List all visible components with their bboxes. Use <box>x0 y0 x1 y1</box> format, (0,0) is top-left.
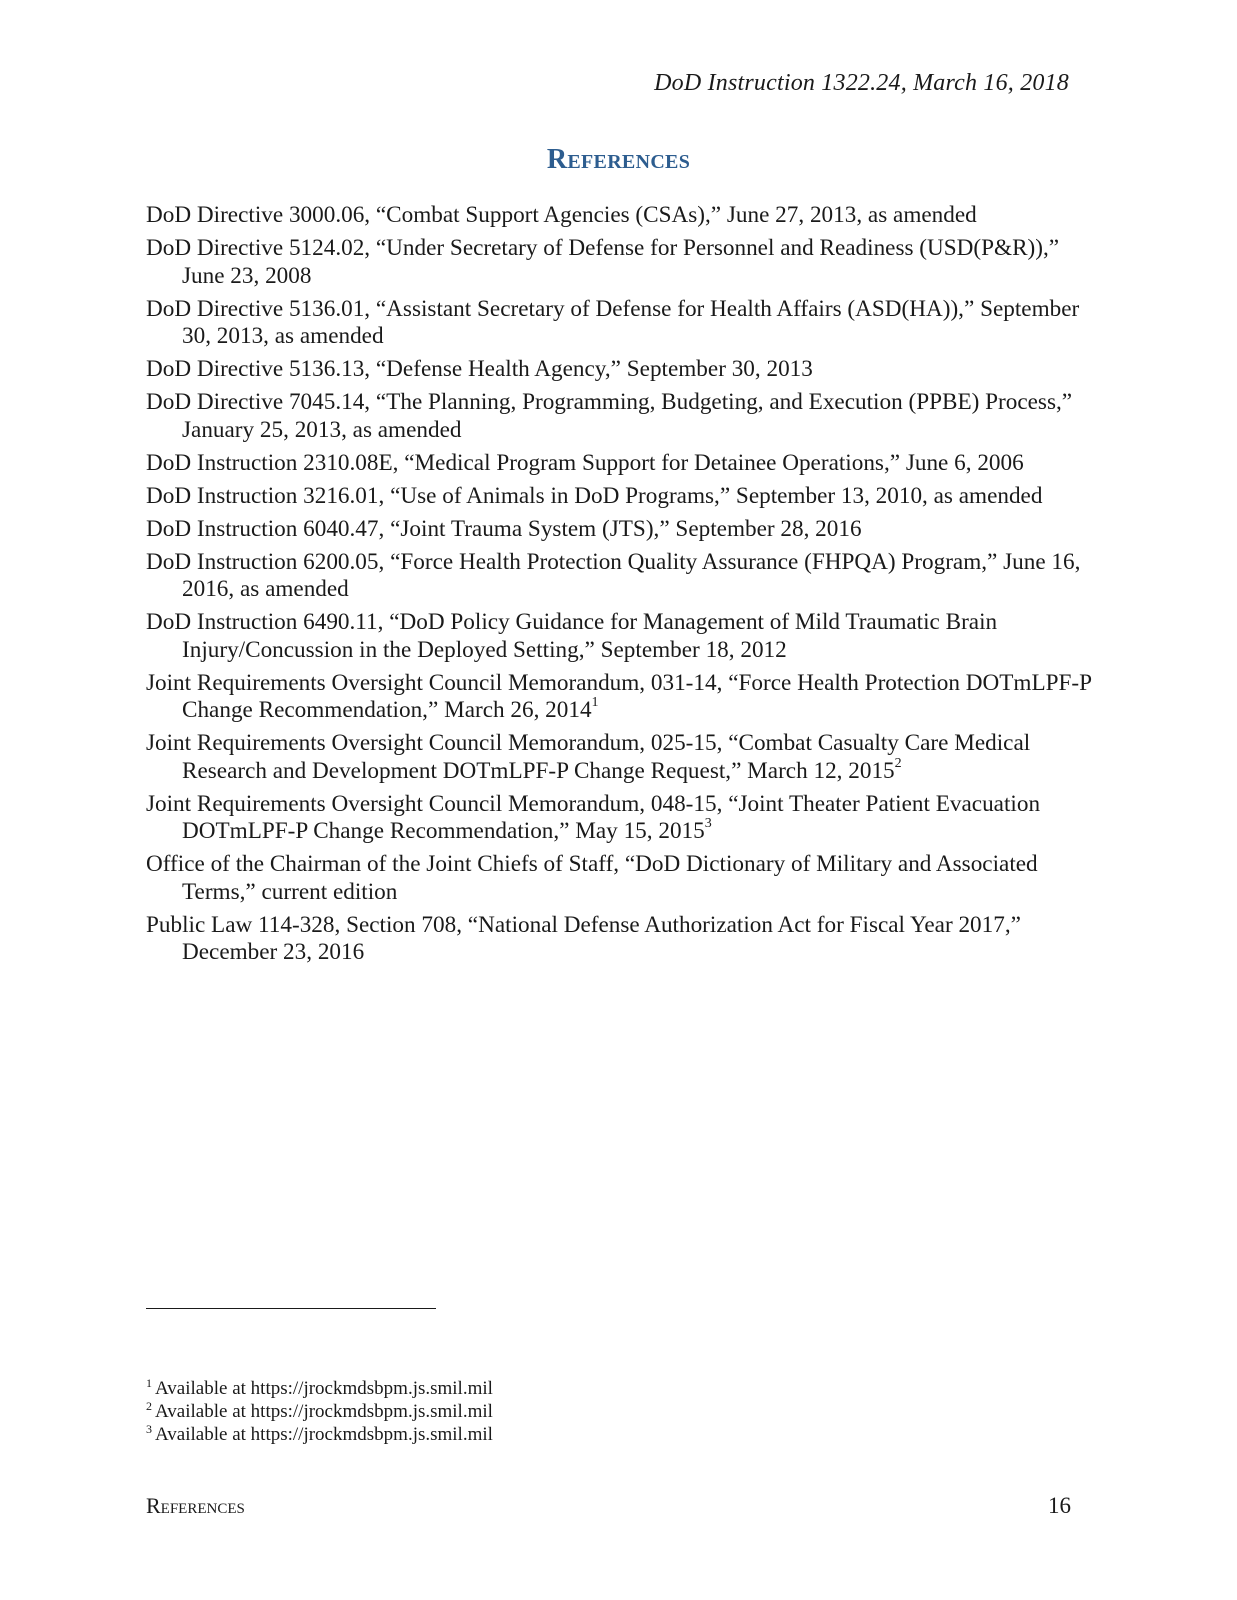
reference-text: DoD Directive 5136.01, “Assistant Secretary of Defense for Health Affairs (ASD(HA)),” September 30, 2013, as amended <box>146 295 1080 349</box>
reference-text: Public Law 114-328, Section 708, “National Defense Authorization Act for Fiscal Year 2017,” December 23, 2016 <box>146 911 1021 965</box>
reference-text: Joint Requirements Oversight Council Memorandum, 025-15, “Combat Casualty Care Medical Research and Development DOTmLPF-P Change Request,” March 12, 2015 <box>146 730 1031 784</box>
footnote <box>146 1423 493 1446</box>
footnote-marker[interactable]: 3 <box>704 816 712 832</box>
reference-text: DoD Instruction 6200.05, “Force Health Protection Quality Assurance (FHPQA) Program,” June 16, 2016, as amended <box>146 548 1081 602</box>
reference-text: Office of the Chairman of the Joint Chiefs of Staff, “DoD Dictionary of Military and Associated Terms,” current edition <box>146 851 1038 905</box>
reference-text: DoD Instruction 3216.01, “Use of Animals in DoD Programs,” September 13, 2010, as amended <box>146 482 1043 509</box>
reference-text: DoD Directive 5136.13, “Defense Health Agency,” September 30, 2013 <box>146 356 813 382</box>
reference-list <box>146 202 1106 972</box>
reference-item <box>146 516 1106 544</box>
reference-text: DoD Directive 7045.14, “The Planning, Programming, Budgeting, and Execution (PPBE) Process,” January 25, 2013, as amended <box>146 389 1073 443</box>
reference-text: DoD Instruction 2310.08E, “Medical Program Support for Detainee Operations,” June 6, 2006 <box>146 449 1024 476</box>
reference-item <box>146 549 1106 604</box>
page-header: DoD Instruction 1322.24, March 16, 2018 <box>654 70 1069 96</box>
reference-text: DoD Instruction 6490.11, “DoD Policy Guidance for Management of Mild Traumatic Brain Injury/Concussion in the Deployed Setting,” September 18, 2012 <box>146 609 998 663</box>
footnote-marker[interactable]: 2 <box>894 755 902 771</box>
reference-item <box>146 296 1106 351</box>
footnote-number: 1 <box>146 1375 152 1390</box>
reference-item <box>146 670 1106 725</box>
footnote-text: Available at https://jrockmdsbpm.js.smil.mil <box>155 1378 493 1399</box>
section-heading: References <box>546 144 691 175</box>
reference-item <box>146 356 1106 384</box>
reference-text: DoD Directive 3000.06, “Combat Support Agencies (CSAs),” June 27, 2013, as amended <box>146 202 977 228</box>
footnote-text: Available at https://jrockmdsbpm.js.smil.mil <box>155 1401 493 1422</box>
reference-item <box>146 730 1106 785</box>
reference-item <box>146 609 1106 664</box>
footnote-text: Available at https://jrockmdsbpm.js.smil.mil <box>155 1424 493 1445</box>
footnote-number: 2 <box>146 1398 152 1413</box>
footnote <box>146 1377 493 1400</box>
reference-text: Joint Requirements Oversight Council Memorandum, 031-14, “Force Health Protection DOTmLPF-P Change Recommendation,” March 26, 2014 <box>146 669 1092 723</box>
reference-text: Joint Requirements Oversight Council Memorandum, 048-15, “Joint Theater Patient Evacuation DOTmLPF-P Change Recommendation,” May 15, 2015 <box>146 790 1041 844</box>
reference-item <box>146 851 1106 906</box>
page-number: 16 <box>1048 1493 1071 1518</box>
footnote-number: 3 <box>146 1421 152 1436</box>
reference-text: DoD Instruction 6040.47, “Joint Trauma System (JTS),” September 28, 2016 <box>146 515 862 542</box>
footnote-list <box>146 1377 493 1446</box>
reference-text: DoD Directive 5124.02, “Under Secretary of Defense for Personnel and Readiness (USD(P&R)),” June 23, 2008 <box>146 235 1060 289</box>
reference-item <box>146 483 1106 511</box>
footnote <box>146 1400 493 1423</box>
reference-item <box>146 389 1106 444</box>
footer-section-label: References <box>146 1493 245 1518</box>
footnote-divider <box>146 1308 436 1309</box>
reference-item <box>146 912 1106 967</box>
reference-item <box>146 791 1106 846</box>
reference-item <box>146 450 1106 478</box>
footnote-marker[interactable]: 1 <box>591 695 599 711</box>
reference-item <box>146 235 1106 290</box>
reference-item <box>146 202 1106 230</box>
